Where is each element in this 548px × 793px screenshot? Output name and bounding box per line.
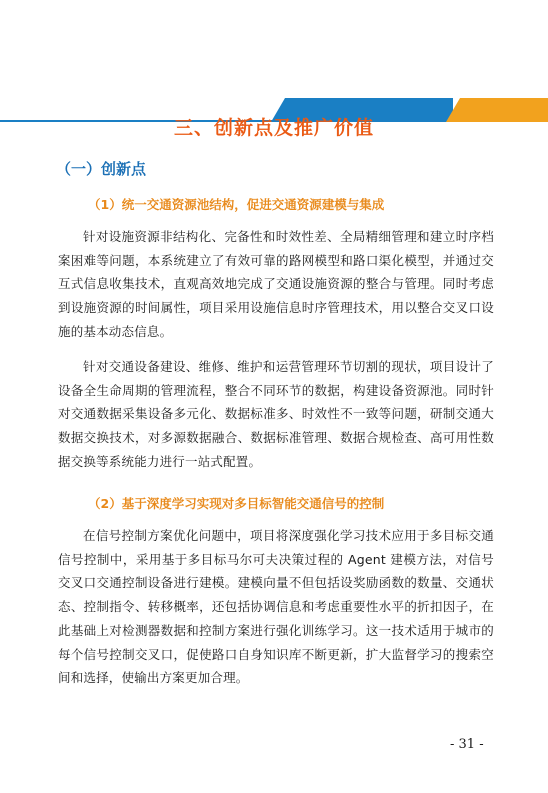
item-title-2: （2）基于深度学习实现对多目标智能交通信号的控制 [88, 496, 385, 511]
item-title-1: （1）统一交通资源池结构，促进交通资源建模与集成 [88, 197, 385, 212]
page-header [0, 47, 548, 77]
paragraph: 针对设施资源非结构化、完备性和时效性差、全局精细管理和建立时序档案困难等问题，本系统建立了有效可靠的路网模型和路口渠化模型，并通过交互式信息收集技术，直观高效地完成了交通设施资源的整合与管理。同时考虑到设施资源的时间属性，项目采用设施信息时序管理技术，用以整合交叉口设施的基本动态信息。 [58, 229, 494, 339]
section-title: 三、创新点及推广价值 [173, 117, 374, 139]
page-number: - 31 - [450, 737, 484, 752]
header-title: 物联网示范项目优秀案例集 [289, 55, 440, 70]
paragraph: 针对交通设备建设、维修、维护和运营管理环节切割的现状，项目设计了设备全生命周期的管理流程，整合不同环节的数据，构建设备资源池。同时针对交通数据采集设备多元化、数据标准多、时效性不一致等问题，研制交通大数据交换技术，对多源数据融合、数据标准管理、数据合规检查、高可用性数据交换等系统能力进行一站式配置。 [58, 359, 494, 469]
subsection-title: （一）创新点 [56, 160, 147, 178]
paragraph: 在信号控制方案优化问题中，项目将深度强化学习技术应用于多目标交通信号控制中，采用基于多目标马尔可夫决策过程的 Agent 建模方法，对信号交叉口交通控制设备进行建模。建模向量不但包括设奖励函数的数量、交通状态、控制指令、转移概率，还包括协调信息和考虑重要性水平的折扣因子，在此基础上对检测器数据和控制方案进行强化训练学习。这一技术适用于城市的每个信号控制交叉口，促使路口自身知识库不断更新，扩大监督学习的搜索空间和选择，使输出方案更加合理。 [58, 528, 494, 686]
